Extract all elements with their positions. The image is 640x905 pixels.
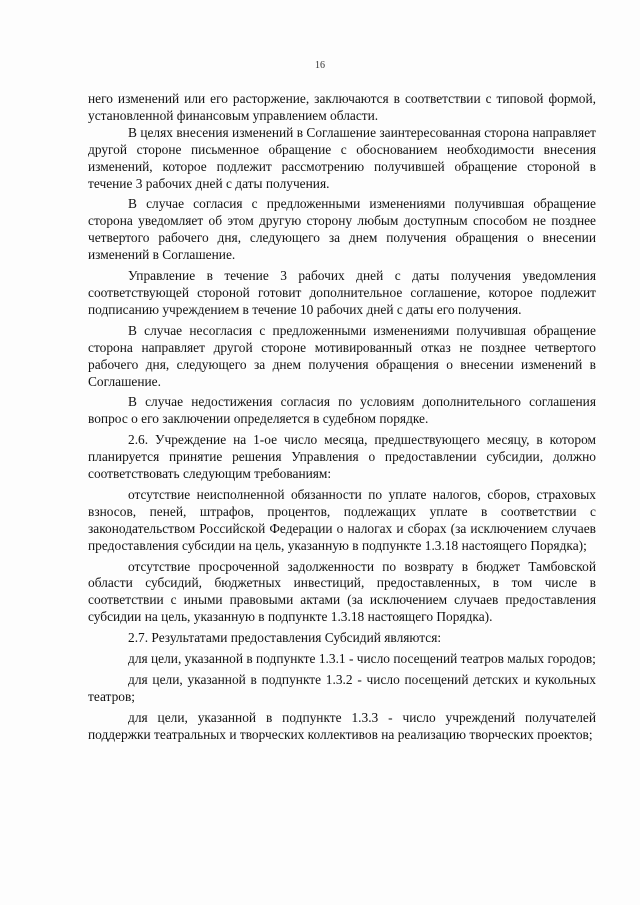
page-number: 16	[315, 60, 325, 71]
paragraph: В целях внесения изменений в Соглашение заинтересованная сторона направляет другой стороне письменное обращение с обоснованием необходимости внесения изменений, которое подлежит рассмотрению получившей обращение стороной в течение 3 рабочих дней с даты получения.	[88, 124, 596, 191]
paragraph: него изменений или его расторжение, заключаются в соответствии с типовой формой, установленной финансовым управлением области.	[88, 91, 596, 123]
paragraph: Управление в течение 3 рабочих дней с даты получения уведомления соответствующей стороной готовит дополнительное соглашение, которое подлежит подписанию учреждением в течение 10 рабочих дней с даты его получения.	[88, 268, 596, 317]
paragraph: отсутствие просроченной задолженности по возврату в бюджет Тамбовской области субсидий, бюджетных инвестиций, предоставленных, в том числе в соответствии с иными правовыми актами (за исключением случаев предоставления субсидии на цель, указанную в подпункте 1.3.18 настоящего Порядка).	[88, 558, 596, 625]
paragraph: В случае недостижения согласия по условиям дополнительного соглашения вопрос о его заключении определяется в судебном порядке.	[88, 394, 596, 427]
document-body	[88, 91, 596, 744]
paragraph: В случае несогласия с предложенными изменениями получившая обращение сторона направляет другой стороне мотивированный отказ не позднее четвертого рабочего дня, следующего за днем получения обращения о внесении изменений в Соглашение.	[88, 322, 596, 389]
paragraph: 2.7. Результатами предоставления Субсидий являются:	[128, 630, 442, 646]
paragraph: для цели, указанной в подпункте 1.3.1 - число посещений театров малых городов;	[128, 651, 596, 667]
paragraph: В случае согласия с предложенными изменениями получившая обращение сторона уведомляет об этом другую сторону любым доступным способом не позднее четвертого рабочего дня, следующего за днем получения обращения о внесении изменений в Соглашение.	[88, 196, 596, 263]
paragraph: для цели, указанной в подпункте 1.3.3 - число учреждений получателей поддержки театральных и творческих коллективов на реализацию творческих проектов;	[88, 709, 596, 742]
paragraph: для цели, указанной в подпункте 1.3.2 - число посещений детских и кукольных театров;	[88, 672, 596, 704]
paragraph: отсутствие неисполненной обязанности по уплате налогов, сборов, страховых взносов, пеней, штрафов, процентов, подлежащих уплате в соответствии с законодательством Российской Федерации о налогах и сборах (за исключением случаев предоставления субсидии на цель, указанную в подпункте 1.3.18 настоящего Порядка);	[88, 486, 596, 553]
paragraph: 2.6. Учреждение на 1-ое число месяца, предшествующего месяцу, в котором планируется принятие решения Управления о предоставлении субсидии, должно соответствовать следующим требованиям:	[88, 432, 596, 482]
